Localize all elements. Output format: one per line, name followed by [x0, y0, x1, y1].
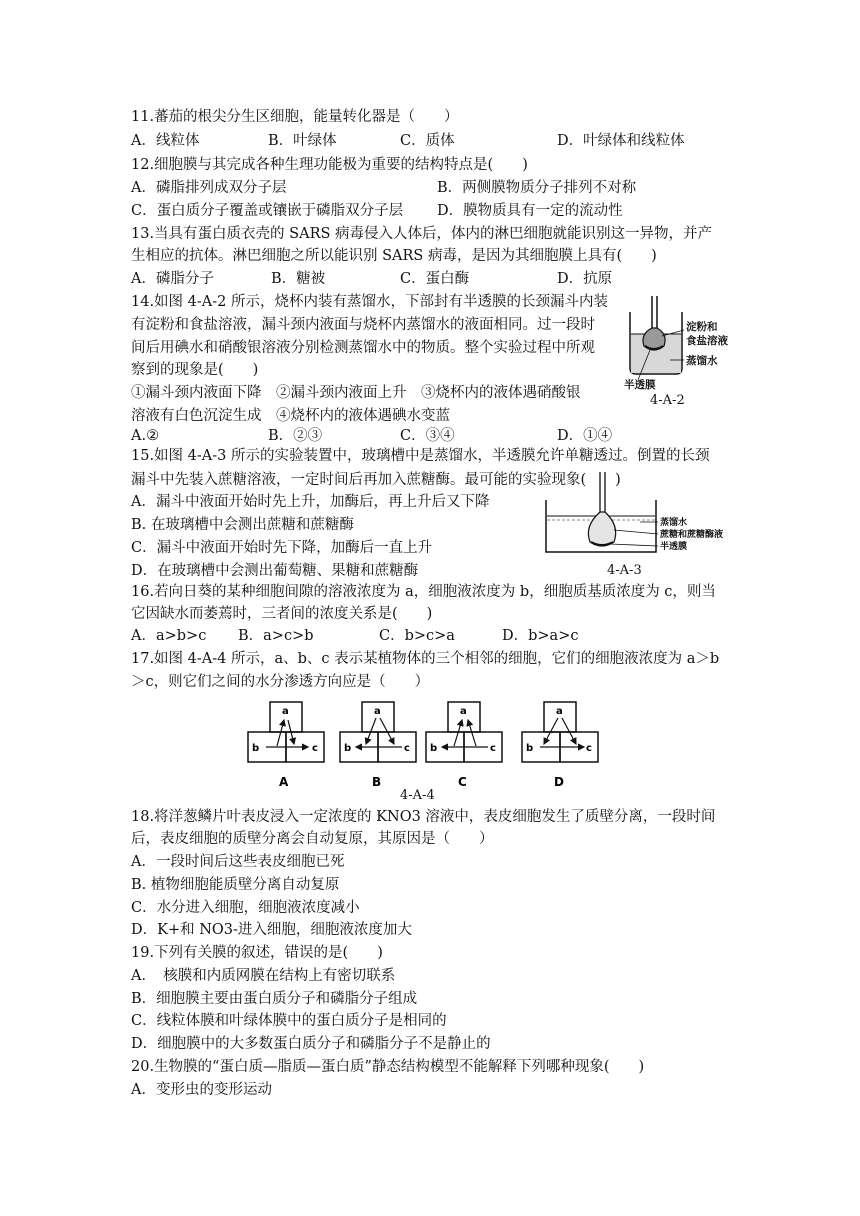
q18-option-a: A．一段时间后这些表皮细胞已死: [131, 854, 345, 870]
q16-option-b: B．a>c>b: [238, 628, 314, 644]
figure-4-A-2: [618, 290, 742, 390]
fig3-label-membrane: 半透膜: [660, 542, 688, 552]
q18-line2: 后，表皮细胞的质壁分离会自动复原，其原因是（ ）: [131, 831, 494, 847]
q20-stem: 20.生物膜的“蛋白质—脂质—蛋白质”静态结构模型不能解释下列哪种现象( ): [131, 1059, 645, 1075]
fig2-label-water: 蒸馏水: [686, 355, 718, 367]
q18-option-b: B. 植物细胞能质壁分离自动复原: [131, 877, 340, 893]
q12-option-b: B．两侧膜物质分子排列不对称: [437, 180, 637, 196]
fig3-label-solution: 蔗糖和蔗糖酶液: [660, 530, 724, 540]
q11-option-a: A．线粒体: [131, 133, 200, 149]
q13-option-a: A．磷脂分子: [131, 271, 214, 287]
q15-option-b: B. 在玻璃槽中会测出蔗糖和蔗糖酶: [131, 517, 354, 533]
q14-option-a: A.②: [131, 428, 160, 444]
q14-line2: 有淀粉和食盐溶液，漏斗颈内液面与烧杯内蒸馏水的液面相同。过一段时: [131, 317, 595, 333]
q14-line3: 间后用碘水和硝酸银溶液分别检测蒸馏水中的物质。整个实验过程中所观: [131, 340, 595, 356]
figure-4-A-4-caption: 4-A-4: [400, 788, 435, 803]
q14-line5: ①漏斗颈内液面下降 ②漏斗颈内液面上升 ③烧杯内的液体遇硝酸银: [131, 385, 581, 401]
fig4-c-cell-b: b: [430, 743, 438, 754]
q16-option-d: D．b>a>c: [502, 628, 579, 644]
fig4-b-cell-b: b: [344, 743, 352, 754]
q15-line2: 漏斗中先装入蔗糖溶液，一定时间后再加入蔗糖酶。最可能的实验现象( ): [131, 472, 621, 488]
q18-option-d: D．K+和 NO3-进入细胞，细胞液浓度加大: [131, 922, 412, 938]
q19-option-d: D．细胞膜中的大多数蛋白质分子和磷脂分子不是静止的: [131, 1036, 491, 1052]
fig4-label-a: A: [279, 775, 289, 789]
fig4-c-cell-c: c: [490, 743, 496, 754]
fig4-a-cell-b: b: [252, 743, 260, 754]
fig4-b-cell-a: a: [374, 706, 381, 717]
fig4-c-cell-a: a: [460, 706, 467, 717]
q11-option-b: B．叶绿体: [268, 133, 337, 149]
q19-option-a: A． 核膜和内质网膜在结构上有密切联系: [131, 968, 396, 984]
figure-4-A-2-caption: 4-A-2: [650, 393, 685, 408]
q17-line1: 17.如图 4-A-4 所示，a、b、c 表示某植物体的三个相邻的细胞，它们的细胞液浓度为 a＞b: [131, 651, 720, 667]
q19-stem: 19.下列有关膜的叙述，错误的是( ): [131, 945, 383, 961]
q16-line2: 它因缺水而萎蔫时，三者间的浓度关系是( ): [131, 606, 433, 622]
fig4-d-cell-a: a: [556, 706, 563, 717]
q15-option-d: D．在玻璃槽中会测出葡萄糖、果糖和蔗糖酶: [131, 563, 419, 579]
fig2-label-membrane: 半透膜: [624, 379, 656, 390]
figure-4-A-4: [244, 698, 604, 794]
fig4-b-cell-c: c: [404, 743, 410, 754]
q12-option-d: D．膜物质具有一定的流动性: [437, 203, 623, 219]
q14-line4: 察到的现象是( ): [131, 362, 259, 378]
figure-4-A-3-caption: 4-A-3: [607, 563, 642, 578]
fig2-label-starch: 淀粉和: [686, 321, 718, 333]
q11-option-d: D．叶绿体和线粒体: [557, 133, 685, 149]
q12-stem: 12.细胞膜与其完成各种生理功能极为重要的结构特点是( ): [131, 157, 528, 173]
q12-option-c: C．蛋白质分子覆盖或镶嵌于磷脂双分子层: [131, 203, 404, 219]
fig4-label-d: D: [554, 775, 564, 789]
q12-option-a: A．磷脂排列成双分子层: [131, 180, 287, 196]
q14-option-b: B．②③: [268, 428, 323, 444]
fig4-a-cell-a: a: [282, 706, 289, 717]
q15-option-c: C．漏斗中液面开始时先下降，加酶后一直上升: [131, 540, 433, 556]
q20-option-a: A．变形虫的变形运动: [131, 1082, 272, 1098]
q13-stem-line2: 生相应的抗体。淋巴细胞之所以能识别 SARS 病毒，是因为其细胞膜上具有( ): [131, 248, 657, 264]
fig4-label-b: B: [372, 775, 382, 789]
q14-option-c: C．③④: [400, 428, 455, 444]
fig4-a-cell-c: c: [312, 743, 318, 754]
figure-4-A-3: [540, 470, 744, 560]
q13-stem-line1: 13.当具有蛋白质衣壳的 SARS 病毒侵入人体后，体内的淋巴细胞就能识别这一异物，并产: [131, 226, 713, 242]
q17-line2: ＞c，则它们之间的水分渗透方向应是（ ）: [131, 674, 430, 690]
q18-line1: 18.将洋葱鳞片叶表皮浸入一定浓度的 KNO3 溶液中，表皮细胞发生了质壁分离，一段时间: [131, 809, 716, 825]
q18-option-c: C．水分进入细胞，细胞液浓度减小: [131, 900, 360, 916]
fig4-label-c: C: [458, 775, 467, 789]
q14-option-d: D．①④: [557, 428, 613, 444]
q16-option-a: A．a>b>c: [131, 628, 207, 644]
q19-option-c: C．线粒体膜和叶绿体膜中的蛋白质分子是相同的: [131, 1013, 447, 1029]
q15-line1: 15.如图 4-A-3 所示的实验装置中，玻璃槽中是蒸馏水，半透膜允许单糖透过。倒置的长颈: [131, 448, 710, 464]
q13-option-c: C．蛋白酶: [400, 271, 470, 287]
fig2-label-salt: 食盐溶液: [686, 335, 728, 347]
fig4-d-cell-c: c: [586, 743, 592, 754]
q14-line6: 溶液有白色沉淀生成 ④烧杯内的液体遇碘水变蓝: [131, 408, 450, 424]
q15-option-a: A．漏斗中液面开始时先上升，加酶后，再上升后又下降: [131, 494, 490, 510]
q11-stem: 11.蕃茄的根尖分生区细胞，能量转化器是（ ）: [131, 109, 459, 125]
q13-option-d: D．抗原: [557, 271, 613, 287]
q13-option-b: B．糖被: [271, 271, 326, 287]
q19-option-b: B．细胞膜主要由蛋白质分子和磷脂分子组成: [131, 991, 418, 1007]
fig4-d-cell-b: b: [526, 743, 534, 754]
q16-option-c: C．b>c>a: [379, 628, 455, 644]
q11-option-c: C．质体: [400, 133, 455, 149]
q14-line1: 14.如图 4-A-2 所示，烧杯内装有蒸馏水，下部封有半透膜的长颈漏斗内装: [131, 294, 608, 310]
q16-line1: 16.若向日葵的某种细胞间隙的溶液浓度为 a，细胞液浓度为 b，细胞质基质浓度为 c，则当: [131, 584, 716, 600]
fig3-label-water: 蒸馏水: [660, 518, 688, 528]
